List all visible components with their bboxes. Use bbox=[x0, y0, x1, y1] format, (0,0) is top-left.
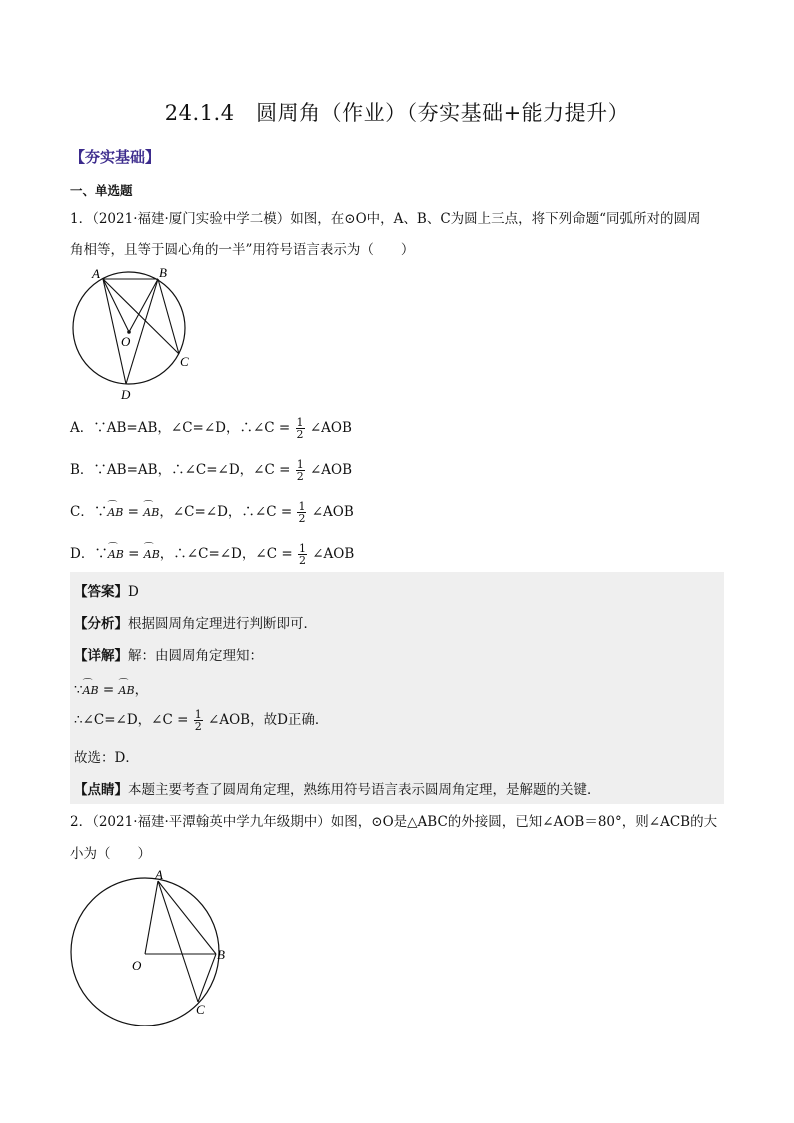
q1-circle bbox=[73, 272, 185, 384]
q1-segment-ao bbox=[103, 279, 129, 332]
option-a-pre: A．∵AB=AB，∠C=∠D，∴∠C = bbox=[70, 420, 291, 436]
point-text: 本题主要考查了圆周角定理，熟练用符号语言表示圆周角定理，是解题的关键． bbox=[128, 782, 601, 798]
q2-text-line1: 2．（2021·福建·平潭翰英中学九年级期中）如图，⊙O是△ABC的外接圆，已知∠AOB＝80°，则∠ACB的大 bbox=[70, 814, 718, 830]
section-heading: 【夯实基础】 bbox=[70, 148, 161, 166]
arc-ab: ⌒ AB bbox=[107, 506, 123, 519]
q1-segment-ac bbox=[103, 279, 179, 354]
option-d-eq: = bbox=[123, 546, 144, 562]
option-a-post: ∠AOB bbox=[309, 420, 352, 436]
arc-ab: ⌒ AB bbox=[83, 684, 99, 697]
therefore-line bbox=[74, 708, 328, 732]
answer-tag: 【答案】 bbox=[74, 584, 128, 600]
detail-text: 解：由圆周角定理知： bbox=[128, 648, 263, 664]
frac-den: 2 bbox=[298, 512, 306, 525]
q1-segment-bc bbox=[158, 279, 179, 354]
q1-segment-bo bbox=[129, 279, 158, 332]
point-line bbox=[74, 778, 601, 798]
q1-figure bbox=[68, 266, 198, 406]
because-line bbox=[74, 678, 148, 698]
detail-tag: 【详解】 bbox=[74, 648, 128, 664]
q2-label-a: A bbox=[155, 867, 163, 882]
frac-den: 2 bbox=[296, 428, 304, 441]
comma: ， bbox=[134, 682, 149, 698]
q2-segment-ao bbox=[145, 881, 158, 954]
q2-segment-ab bbox=[158, 881, 216, 954]
option-c-eq: = bbox=[123, 504, 144, 520]
option-b-pre: B．∵AB=AB，∴∠C=∠D，∠C = bbox=[70, 462, 291, 478]
therefore-pre: ∴∠C=∠D，∠C = bbox=[74, 712, 189, 728]
choose-line: 故选：D． bbox=[74, 750, 139, 766]
detail-line bbox=[74, 644, 263, 664]
q2-label-c: C bbox=[196, 1002, 205, 1017]
point-tag: 【点睛】 bbox=[74, 782, 128, 798]
option-c bbox=[70, 500, 354, 524]
frac-num: 1 bbox=[296, 458, 304, 471]
fraction-half bbox=[297, 501, 306, 524]
q2-segment-ac bbox=[158, 881, 198, 1002]
answer-line bbox=[74, 580, 139, 600]
question-category: 一、单选题 bbox=[70, 183, 133, 198]
option-d-lead: D．∵ bbox=[70, 546, 108, 562]
q2-text-line2: 小为（ ） bbox=[70, 846, 151, 862]
analysis-line bbox=[74, 612, 317, 632]
q2-segment-bc bbox=[198, 954, 216, 1002]
q2-figure bbox=[66, 866, 236, 1026]
q1-label-d: D bbox=[121, 387, 131, 402]
q1-label-c: C bbox=[180, 354, 189, 369]
analysis-tag: 【分析】 bbox=[74, 616, 128, 632]
eq-symbol: = bbox=[98, 682, 119, 698]
fraction-half bbox=[296, 459, 305, 482]
option-c-mid: ，∠C=∠D，∴∠C = bbox=[159, 504, 293, 520]
q2-label-b: B bbox=[217, 947, 225, 962]
q1-text-line1: 1．（2021·福建·厦门实验中学二模）如图，在⊙O中，A、B、C为圆上三点，将下列命题“同弧所对的圆周 bbox=[70, 211, 701, 227]
frac-num: 1 bbox=[298, 542, 306, 555]
frac-num: 1 bbox=[296, 416, 304, 429]
q1-label-a: A bbox=[92, 266, 100, 281]
fraction-half bbox=[296, 417, 305, 440]
arc-ab: ⌒ AB bbox=[143, 506, 159, 519]
because-symbol: ∵ bbox=[74, 682, 83, 698]
answer-value: D bbox=[128, 584, 139, 600]
page-title: 24.1.4 圆周角（作业）（夯实基础+能力提升） bbox=[164, 101, 630, 125]
arc-ab: ⌒ AB bbox=[144, 548, 160, 561]
q2-label-o: O bbox=[132, 958, 142, 973]
q1-label-o: O bbox=[121, 334, 131, 349]
fraction-half bbox=[298, 543, 307, 566]
option-d-mid: ，∴∠C=∠D，∠C = bbox=[159, 546, 293, 562]
option-b bbox=[70, 458, 352, 482]
frac-num: 1 bbox=[298, 500, 306, 513]
answer-panel bbox=[70, 572, 724, 804]
fraction-half bbox=[194, 709, 203, 732]
frac-den: 2 bbox=[194, 720, 202, 733]
option-b-post: ∠AOB bbox=[310, 462, 353, 478]
analysis-text: 根据圆周角定理进行判断即可． bbox=[128, 616, 317, 632]
frac-den: 2 bbox=[296, 470, 304, 483]
option-d bbox=[70, 542, 354, 566]
option-c-post: ∠AOB bbox=[311, 504, 354, 520]
option-d-post: ∠AOB bbox=[312, 546, 355, 562]
arc-ab: ⌒ AB bbox=[119, 684, 135, 697]
therefore-post: ∠AOB，故D正确． bbox=[208, 712, 329, 728]
option-a bbox=[70, 416, 352, 440]
frac-num: 1 bbox=[194, 708, 202, 721]
q1-segment-bd bbox=[126, 279, 158, 384]
q1-text-line2: 角相等，且等于圆心角的一半”用符号语言表示为（ ） bbox=[70, 242, 415, 258]
q1-label-b: B bbox=[159, 266, 167, 280]
arc-ab: ⌒ AB bbox=[108, 548, 124, 561]
frac-den: 2 bbox=[298, 554, 306, 567]
q1-segment-ad bbox=[103, 279, 126, 384]
option-c-lead: C．∵ bbox=[70, 504, 108, 520]
